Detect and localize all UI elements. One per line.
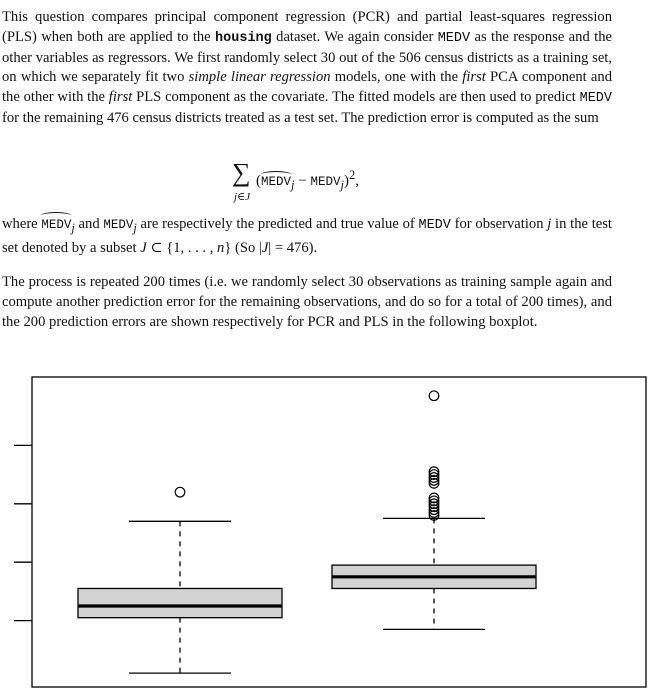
p1-text-3: as the response and the other variables as regressors. We first randomly select 30 out of the 506 census districts as a training set, on which we separately fit two (2, 28, 612, 86)
p2-n: n (217, 239, 225, 256)
dataset-name: housing (215, 30, 272, 46)
p2-j: j (547, 216, 552, 232)
formula-open-paren: ( (256, 173, 261, 189)
p2-true: MEDV (103, 218, 134, 232)
pcr-outlier-0 (175, 487, 185, 497)
p2-text-5: in the test set denoted by a subset (2, 216, 612, 256)
p2-response: MEDV (418, 218, 451, 233)
formula-predicted: MEDV (261, 175, 292, 189)
p2-J: J (140, 239, 147, 256)
p1-text-2: dataset. We again consider (271, 28, 438, 45)
formula-true: MEDV (310, 175, 341, 189)
p1-text-4: models, one with the (330, 69, 463, 86)
pls-outlier-12 (429, 391, 439, 401)
summation-sign: ∑ (232, 158, 251, 187)
p2-text-2: and (74, 216, 104, 232)
formula-pred-sub: j (291, 178, 295, 192)
p1-text-6: PLS component as the covariate. The fitted models are then used to predict (132, 89, 580, 106)
formula-close-paren: ) (343, 173, 349, 189)
p1-text-5: PCA component and the other with the (2, 69, 612, 106)
p2-text-3: are respectively the predicted and true value of (136, 216, 419, 232)
emphasis-first-pca: first (462, 69, 486, 86)
p2-text-4: for observation (450, 216, 548, 232)
pcr-box (78, 588, 282, 617)
emphasis-first-pls: first (108, 89, 133, 106)
formula-expression (256, 168, 359, 193)
response-name: MEDV (437, 30, 471, 46)
formula-minus: − (294, 173, 311, 189)
p2-J-2: J (261, 239, 269, 256)
p2-text-7: } (So | (224, 239, 262, 256)
summation-index: j∈J (234, 191, 251, 203)
p1-text-7: for the remaining 476 census districts treated as a test set. The prediction error is computed as the sum (2, 109, 599, 126)
p2-text-6: ⊂ {1, . . . , (146, 239, 218, 256)
intro-paragraph (2, 8, 612, 129)
p1-text-1: This question compares principal component regression (PCR) and partial least-squares regression (PLS) when both are applied to the (2, 9, 612, 45)
prediction-error-formula (232, 160, 492, 208)
emphasis-simple-linear-regression: simple linear regression (188, 69, 331, 86)
definition-paragraph (2, 215, 612, 259)
p2-pred: MEDV (41, 216, 71, 236)
p2-true-sub: j (133, 220, 137, 235)
formula-trailing-comma: , (355, 173, 359, 189)
boxplot-chart (0, 372, 670, 700)
plot-frame (32, 377, 646, 687)
p2-text-8: | = 476). (268, 239, 318, 256)
formula-power: 2 (348, 168, 356, 182)
response-name-2: MEDV (579, 91, 612, 107)
p2-pred-sub: j (71, 220, 75, 235)
process-paragraph: The process is repeated 200 times (i.e. we randomly select 30 observations as training sample again and compute another prediction error for the remaining observations, and do so for a total of 200 times), and the 200 prediction errors are shown respectively for PCR and PLS in the following boxplot. (2, 274, 612, 330)
p2-text-1: where (2, 216, 42, 232)
formula-true-sub: j (340, 178, 344, 192)
